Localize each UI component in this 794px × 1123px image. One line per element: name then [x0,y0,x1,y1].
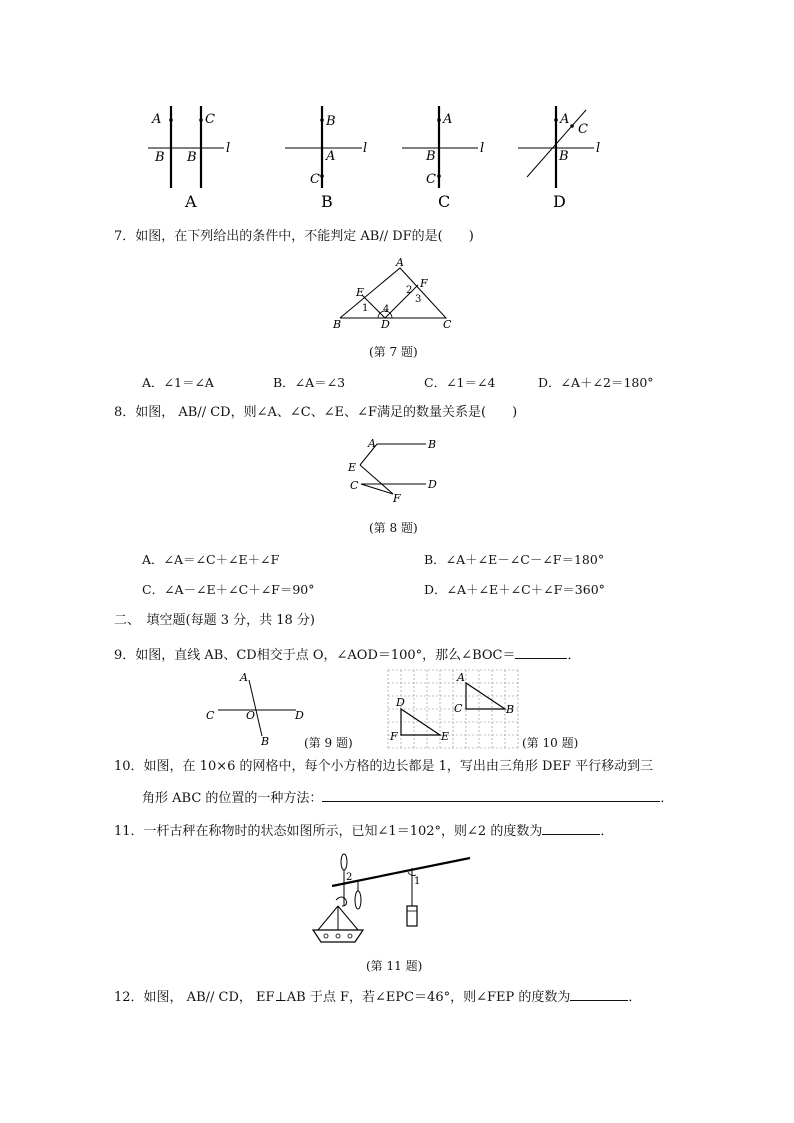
q12-question-text: 12．如图， AB// CD， EF⊥AB 于点 F，若∠EPC＝46°，则∠FEP 的度数为 [114,990,571,1005]
q7-option-c[interactable]: C．∠1＝∠4 [424,375,496,390]
q9-question-end: ． [567,648,581,663]
q12-answer-blank[interactable] [570,988,628,1001]
q8-point-a: A [368,437,376,450]
q6-option-d-label: D [553,192,566,211]
q7-caption: (第 7 题) [369,345,418,359]
q10-point-e: E [441,730,450,743]
q10-question-line2-text: 角形 ABC 的位置的一种方法： [142,791,323,806]
q6-option-b-label: B [321,192,333,211]
q7-option-b[interactable]: B．∠A＝∠3 [273,375,346,390]
q8-option-b[interactable]: B．∠A＋∠E－∠C－∠F＝180° [424,552,605,567]
q7-angle-1: 1 [362,303,369,314]
q6a-point-c: C [205,112,215,127]
q8-point-f: F [393,492,401,505]
q6c-point-a: A [443,112,453,127]
q8-point-b: B [428,438,437,451]
q7-point-c: C [443,318,452,331]
q11-question-end: ． [600,824,614,839]
q6a-point-a: A [152,112,162,127]
q9-point-c: C [206,709,215,722]
q8-point-e: E [348,461,357,474]
q6b-point-b: B [326,114,336,129]
q6b-point-c: C [310,172,320,187]
q7-question: 7．如图，在下列给出的条件中，不能判定 AB// DF的是( ) [114,229,474,244]
q6a-point-b1: B [155,150,165,165]
q10-point-b: B [506,703,515,716]
q9-point-b: B [261,735,270,748]
q9-point-a: A [240,671,248,684]
q6b-point-a: A [326,149,336,164]
q8-option-d[interactable]: D．∠A＋∠E＋∠C＋∠F＝360° [424,582,605,597]
q10-question-line1: 10．如图，在 10×6 的网格中，每个小方格的边长都是 1，写出由三角形 DEF 平行移动到三 [114,759,654,774]
q10-caption: (第 10 题) [522,736,579,750]
q7-angle-2: 2 [406,285,413,296]
q11-question-text: 11．一杆古秤在称物时的状态如图所示，已知∠1＝102°，则∠2 的度数为 [114,824,543,839]
q6c-point-c: C [426,172,436,187]
q6a-point-b2: B [187,150,197,165]
q10-point-f: F [390,730,398,743]
q6c-line-l: l [480,141,485,156]
q7-point-d: D [381,318,390,331]
q6d-point-a: A [560,112,570,127]
q6d-line-l: l [596,141,601,156]
q6a-line-l: l [226,141,231,156]
q11-caption: (第 11 题) [366,959,423,973]
q7-point-e: E [356,286,365,299]
section-2-title: 二、 填空题(每题 3 分，共 18 分) [114,613,315,628]
q6d-point-b: B [559,149,569,164]
q11-angle-1: 1 [414,876,421,887]
q11-angle-2: 2 [346,872,353,883]
q9-point-o: O [246,709,256,722]
q7-option-a[interactable]: A．∠1＝∠A [142,375,214,390]
q10-point-a: A [457,671,465,684]
q10-point-d: D [396,696,405,709]
q7-point-f: F [420,277,428,290]
q9-caption: (第 9 题) [304,736,353,750]
q8-point-c: C [350,479,359,492]
q10-question-end: ． [660,791,674,806]
q7-option-d[interactable]: D．∠A＋∠2＝180° [538,375,654,390]
q12-question-end: ． [628,990,642,1005]
q6b-line-l: l [363,141,368,156]
q8-question: 8．如图， AB// CD，则∠A、∠C、∠E、∠F满足的数量关系是( ) [114,405,518,420]
q8-caption: (第 8 题) [369,521,418,535]
q9-question-text: 9．如图，直线 AB、CD相交于点 O，∠AOD＝100°，那么∠BOC＝ [114,648,516,663]
q8-option-c[interactable]: C．∠A－∠E＋∠C＋∠F＝90° [142,582,315,597]
q12-question [114,988,641,1007]
q6-option-a-label: A [185,192,197,211]
q6-option-c-label: C [438,192,451,211]
q10-point-c: C [454,702,463,715]
q7-angle-3: 3 [415,294,422,305]
q8-point-d: D [428,478,437,491]
q7-angle-4: 4 [383,304,390,315]
q6c-point-b: B [426,149,436,164]
q8-option-a[interactable]: A．∠A＝∠C＋∠E＋∠F [142,552,280,567]
q7-point-b: B [333,318,342,331]
q7-point-a: A [396,256,404,269]
q6d-point-c: C [578,122,588,137]
q9-point-d: D [295,709,304,722]
